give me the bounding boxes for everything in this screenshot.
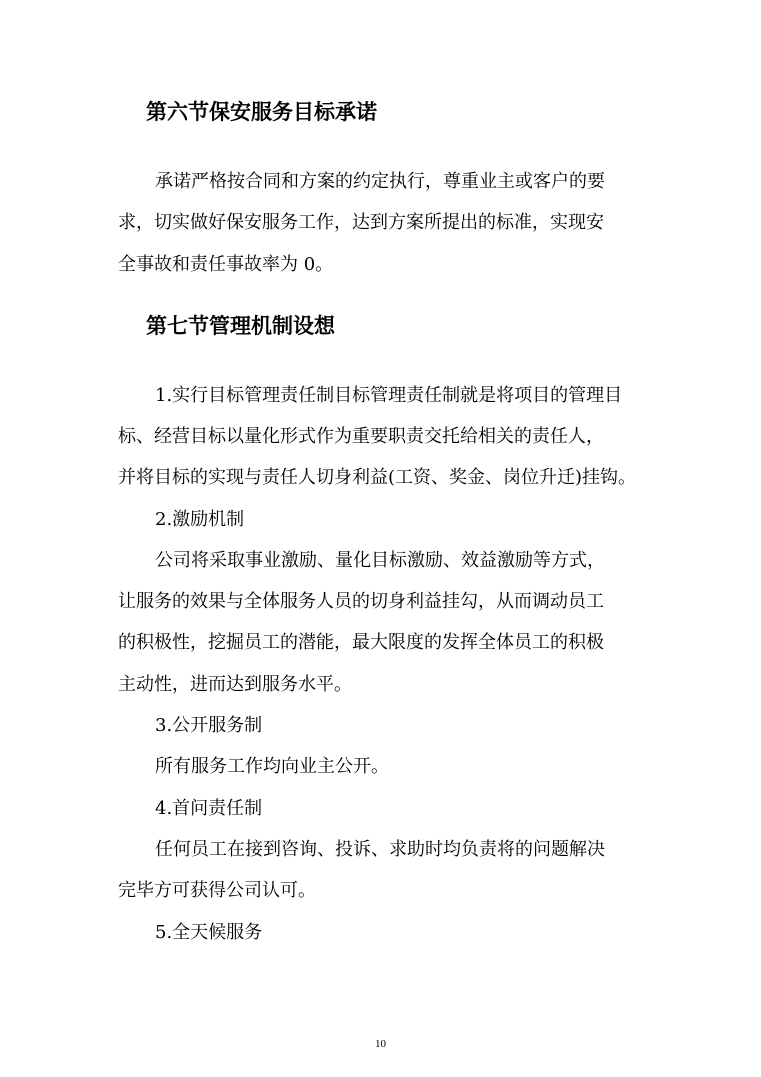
item-2-title: 2.激励机制 — [155, 509, 245, 530]
item-4-title: 4.首问责任制 — [155, 798, 263, 819]
item-2-line-1: 公司将采取事业激励、量化目标激励、效益激励等方式， — [155, 550, 605, 571]
section-6-heading: 第六节保安服务目标承诺 — [146, 100, 377, 124]
item-1-line-2: 标、经营目标以量化形式作为重要职责交托给相关的责任人， — [118, 426, 604, 447]
page-number: 10 — [375, 1038, 386, 1050]
item-5-title: 5.全天候服务 — [155, 922, 263, 943]
item-2-line-2: 让服务的效果与全体服务人员的切身利益挂勾，从而调动员工 — [118, 591, 604, 612]
item-4-line-2: 完毕方可获得公司认可。 — [118, 880, 316, 901]
item-4-line-1: 任何员工在接到咨询、投诉、求助时均负责将的问题解决 — [155, 839, 605, 860]
section-7-heading: 第七节管理机制设想 — [146, 314, 335, 338]
section-6-paragraph-line-1: 承诺严格按合同和方案的约定执行，尊重业主或客户的要 — [155, 171, 605, 192]
item-3-line-1: 所有服务工作均向业主公开。 — [155, 756, 389, 777]
item-1-line-1: 1.实行目标管理责任制目标管理责任制就是将项目的管理目 — [155, 385, 623, 406]
item-1-line-3: 并将目标的实现与责任人切身利益(工资、奖金、岗位升迁)挂钩。 — [118, 467, 637, 488]
item-2-line-4: 主动性，进而达到服务水平。 — [118, 674, 352, 695]
section-6-paragraph-line-3: 全事故和责任事故率为 0。 — [118, 254, 334, 275]
section-6-paragraph-line-2: 求，切实做好保安服务工作，达到方案所提出的标准，实现安 — [118, 212, 604, 233]
item-3-title: 3.公开服务制 — [155, 715, 263, 736]
item-2-line-3: 的积极性，挖掘员工的潜能，最大限度的发挥全体员工的积极 — [118, 632, 604, 653]
